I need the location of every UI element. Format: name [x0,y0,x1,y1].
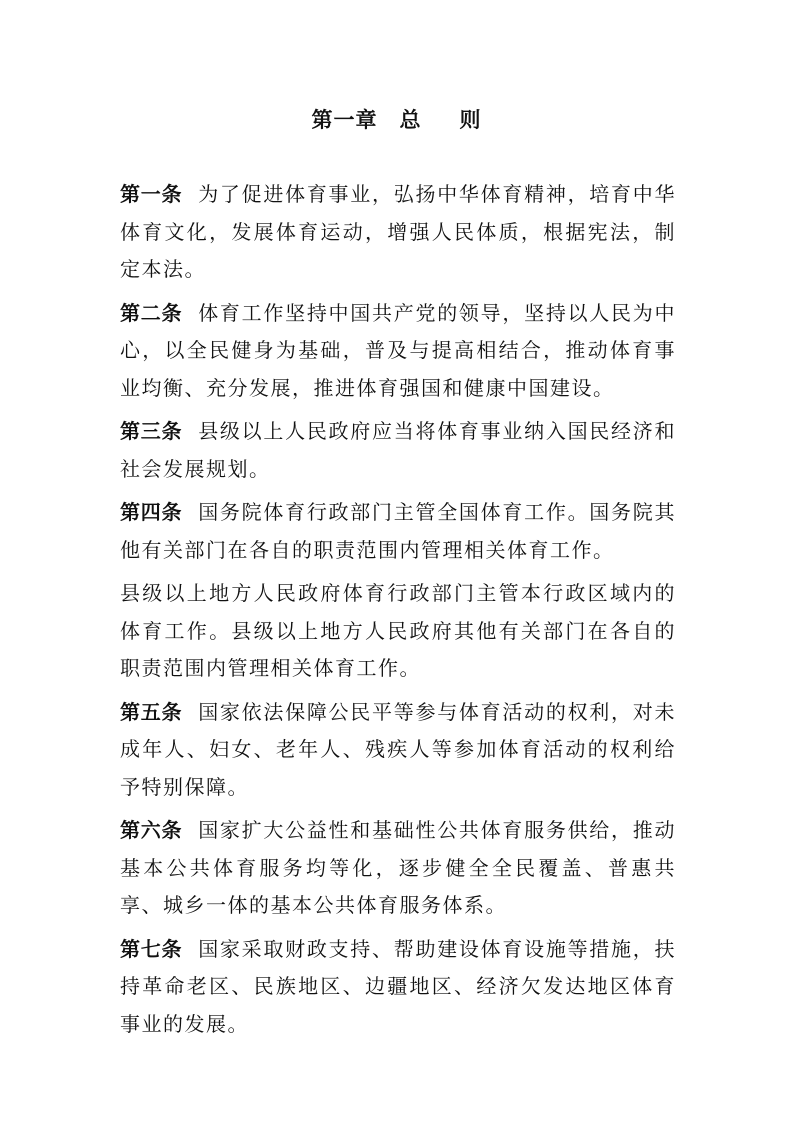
chapter-title [0,104,793,134]
chapter-title-char-1: 总 [399,108,422,132]
article-number: 第三条 [120,419,183,443]
article-number: 第一条 [120,182,183,206]
article-6 [120,812,676,925]
article-text: 国务院体育行政部门主管全国体育工作。国务院其他有关部门在各自的职责范围内管理相关体育工作。 [120,500,676,562]
article-text: 国家采取财政支持、帮助建设体育设施等措施，扶持革命老区、民族地区、边疆地区、经济欠发达地区体育事业的发展。 [120,936,676,1036]
article-number: 第二条 [120,300,183,325]
article-number: 第六条 [120,818,183,842]
chapter-body [120,176,676,1049]
article-4 [120,494,676,569]
article-1 [120,176,676,289]
article-3 [120,413,676,488]
article-text: 国家依法保障公民平等参与体育活动的权利，对未成年人、妇女、老年人、残疾人等参加体育活动的权利给予特别保障。 [120,699,676,799]
article-text: 县级以上人民政府应当将体育事业纳入国民经济和社会发展规划。 [120,419,676,481]
chapter-title-char-2: 则 [459,108,482,132]
article-2 [120,295,676,408]
article-5 [120,694,676,807]
article-number: 第四条 [120,500,183,524]
article-text: 体育工作坚持中国共产党的领导，坚持以人民为中心，以全民健身为基础，普及与提高相结合，推动体育事业均衡、充分发展，推进体育强国和健康中国建设。 [120,300,676,400]
article-number: 第五条 [120,699,183,724]
article-text: 国家扩大公益性和基础性公共体育服务供给，推动基本公共体育服务均等化，逐步健全全民覆盖、普惠共享、城乡一体的基本公共体育服务体系。 [120,818,676,917]
article-4-paragraph-2 [120,575,676,688]
article-text: 县级以上地方人民政府体育行政部门主管本行政区域内的体育工作。县级以上地方人民政府其他有关部门在各自的职责范围内管理相关体育工作。 [120,581,676,680]
article-7 [120,931,676,1044]
article-number: 第七条 [120,936,183,961]
chapter-number: 第一章 [311,108,378,132]
article-text: 为了促进体育事业，弘扬中华体育精神，培育中华体育文化，发展体育运动，增强人民体质，根据宪法，制定本法。 [120,182,676,281]
